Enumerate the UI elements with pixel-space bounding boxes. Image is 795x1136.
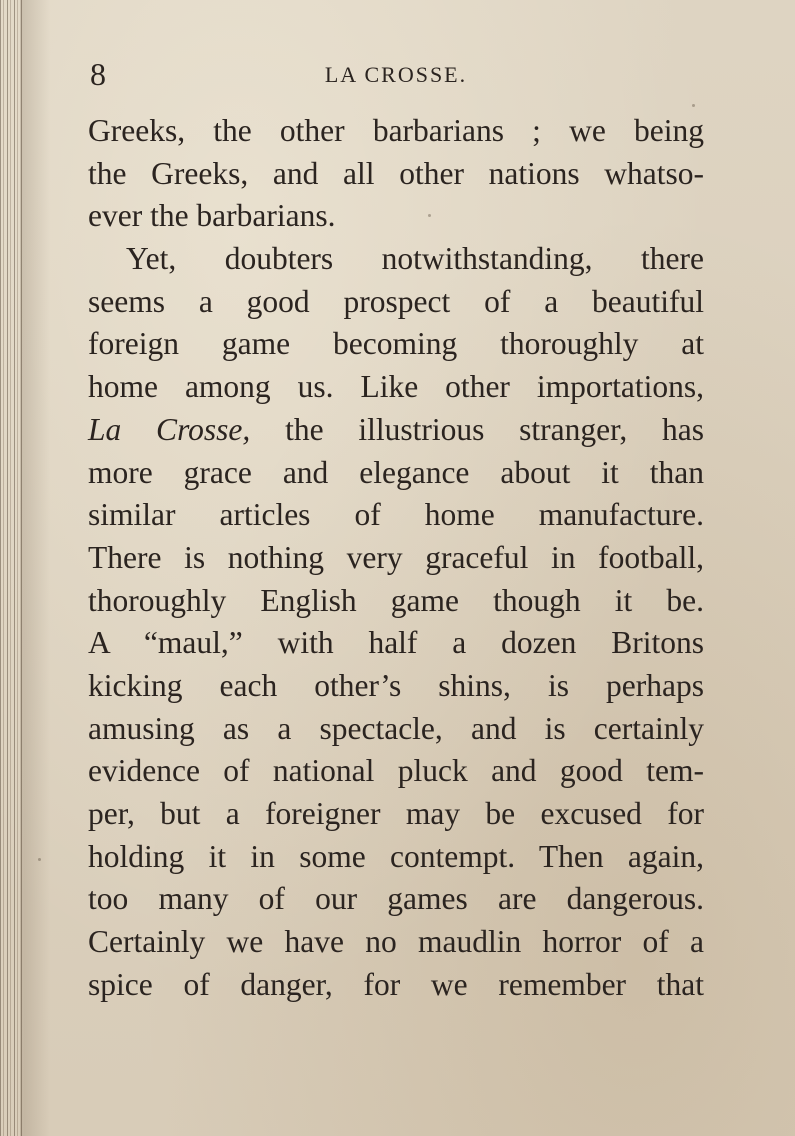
body-text (88, 110, 704, 1006)
text-line: the Greeks, and all other nations whatso- (88, 155, 704, 191)
text-line: Certainly we have no maudlin horror of a (88, 924, 704, 960)
text-line: kicking each other’s shins, is perhaps (88, 667, 704, 703)
text-line: home among us. Like other importations, (88, 369, 704, 405)
page-header (90, 54, 702, 94)
text-line: foreign game becoming thoroughly at (88, 326, 704, 362)
text-line: more grace and elegance about it than (88, 454, 704, 490)
text-line: ever the barbarians. (88, 198, 336, 234)
text-line-rest: the illustrious stranger, has (285, 411, 704, 447)
paper-speck (38, 858, 41, 861)
page-number: 8 (90, 56, 106, 92)
italic-phrase: La Crosse, (88, 411, 251, 447)
text-line: Greeks, the other barbarians ; we being (88, 113, 704, 148)
text-line: Yet, doubters notwithstanding, there (126, 241, 704, 277)
text-line: A “maul,” with half a dozen Britons (88, 625, 704, 661)
text-line: amusing as a spectacle, and is certainly (88, 710, 704, 746)
text-line: similar articles of home manufacture. (88, 497, 704, 533)
text-line: per, but a foreigner may be excused for (88, 796, 704, 831)
paper-speck (692, 104, 695, 107)
text-line: thoroughly English game though it be. (88, 582, 704, 618)
binding-shadow (20, 0, 50, 1136)
text-line: too many of our games are dangerous. (88, 881, 704, 917)
text-line: seems a good prospect of a beautiful (88, 283, 704, 319)
text-line: holding it in some contempt. Then again, (88, 838, 704, 874)
running-head: LA CROSSE. (324, 62, 468, 87)
text-line: evidence of national pluck and good tem- (88, 753, 704, 789)
text-line-with-italic (88, 409, 704, 452)
text-line: There is nothing very graceful in football, (88, 539, 704, 575)
text-line: spice of danger, for we remember that (88, 966, 704, 1002)
